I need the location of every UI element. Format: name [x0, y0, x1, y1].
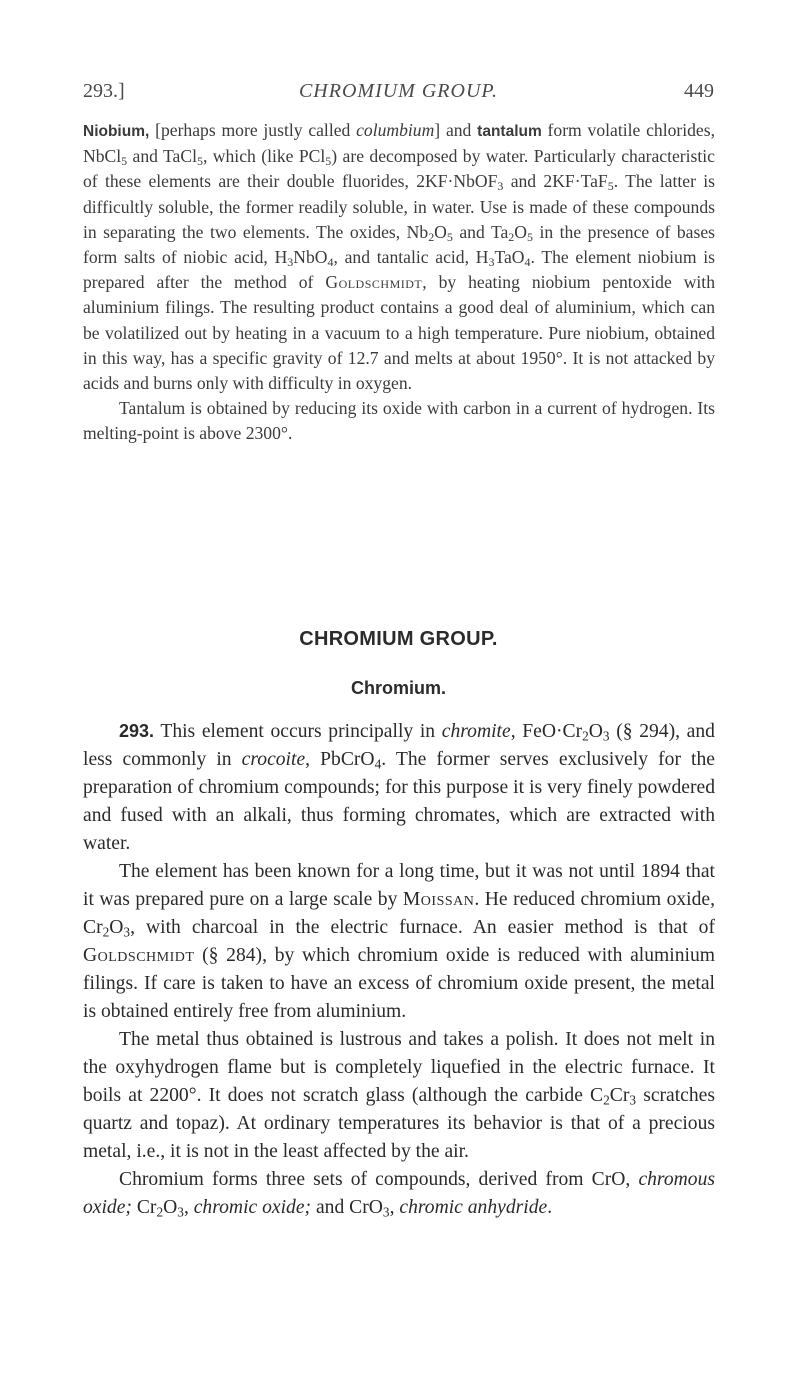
section-heading: CHROMIUM GROUP. [299, 628, 498, 650]
niobium-paragraph: Niobium, [perhaps more justly called columbium] and tantalum form volatile chlorides, NbCl$_5$ and TaCl$_5$, which (like PCl$_5$) are decomposed by water. Particularly characteristic of these elements are their double fluorides, 2KF·NbOF$_3$ and 2KF·TaF$_5$. The latter is difficultly soluble, the former readily soluble, in water. Use is made of these compounds in separating the two elements. The oxides, $Nb_2O_5$ and $Ta_2O_5$ in the presence of bases form salts of niobic acid, $H_3NbO_4$, and tantalic acid, $H_3TaO_4$. The element niobium is prepared after the method of Goldschmidt, by heating niobium pentoxide with aluminium filings. The resulting product contains a good deal of aluminium, which can be volatilized out by heating in a vacuum to a high temperature. Pure niobium, obtained in this way, has a specific gravity of 12.7 and melts at about 1950°. It is not attacked by acids and burns only with difficulty in oxygen. [83, 120, 716, 394]
chromium-paragraph-1: 293. This element occurs principally in chromite, $FeO\cdot Cr_2O_3$ (§ 294), and less commonly in crocoite, PbCrO$_4$. The former serves exclusively for the preparation of chromium compounds; for this purpose it is very finely powdered and fused with an alkali, thus forming chromates, which are extracted with water. [83, 721, 715, 854]
chromium-paragraph-2: The element has been known for a long time, but it was not until 1894 that it was prepared pure on a large scale by Moissan. He reduced chromium oxide, $Cr_2O_3$, with charcoal in the electric furnace. An easier method is that of Goldschmidt (§ 284), by which chromium oxide is reduced with aluminium filings. If care is taken to have an excess of chromium oxide present, the metal is obtained entirely free from aluminium. [83, 861, 716, 1022]
running-title: CHROMIUM GROUP. [298, 80, 499, 102]
chromium-paragraph-3: The metal thus obtained is lustrous and takes a polish. It does not melt in the oxyhydrogen flame but is completely liquefied in the electric furnace. It boils at 2200°. It does not scratch glass (although the carbide $C_2Cr_3$ scratches quartz and topaz). At ordinary temperatures its behavior is that of a precious metal, i.e., it is not in the least affected by the air. [83, 1029, 715, 1162]
chromium-text [83, 717, 715, 1222]
subsection-heading: Chromium. [350, 678, 446, 698]
section-reference: 293.] [83, 80, 125, 102]
tantalum-paragraph: Tantalum is obtained by reducing its oxide with carbon in a current of hydrogen. Its melting-point is above 2300°. [83, 398, 715, 444]
page-number: 449 [684, 80, 714, 102]
chromium-paragraph-4: Chromium forms three sets of compounds, derived from CrO, chromous oxide; $Cr_2O_3$, chromic oxide; and CrO$_3$, chromic anhydride. [83, 1169, 715, 1220]
running-head [83, 80, 714, 110]
niobium-tantalum-text [83, 118, 715, 447]
